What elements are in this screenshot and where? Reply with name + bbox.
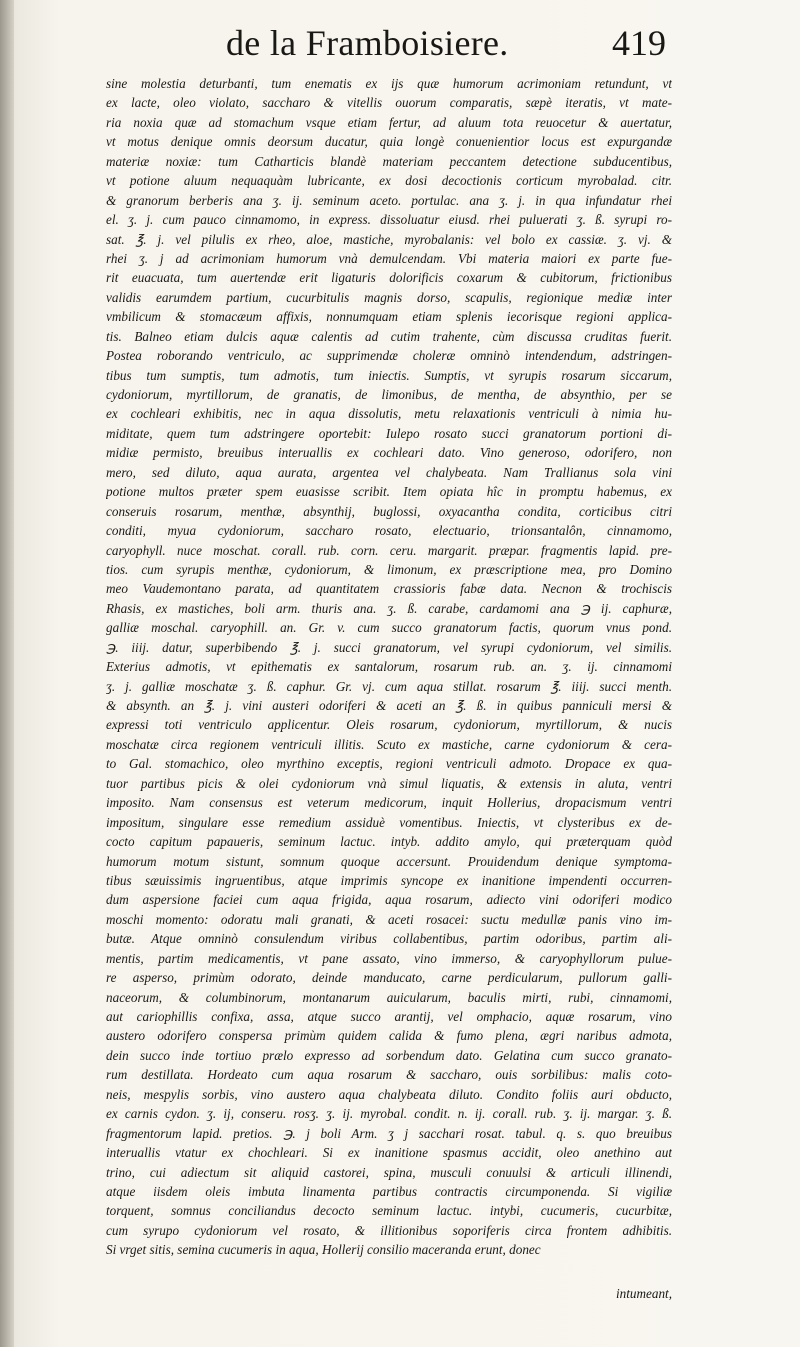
text-line: tios. cum syrupis menthæ, cydoniorum, & limonum, ex præscriptione mea, pro Domino (106, 561, 672, 577)
text-line: ex lacte, oleo violato, saccharo & vitellis ouorum comparatis, sæpè iteratis, vt mate- (106, 95, 672, 111)
text-line: cydoniorum, myrtillorum, de granatis, de limonibus, de mentha, de absynthio, per se (106, 387, 672, 402)
text-line: tuor partibus picis & olei cydoniorum vnà simul liquatis, & extensis in aluta, ventri (106, 775, 672, 791)
text-line: ℈. iiij. datur, superbibendo ℥. j. succi granatorum, vel syrupi cydoniorum, vel similis. (106, 639, 672, 655)
text-line: imposito. Nam consensus est veterum medicorum, inquit Hollerius, dropacismum ventri (106, 795, 672, 811)
text-line: atque iisdem oleis imbuta linamenta partibus contractis circumponenda. Si vigiliæ (106, 1183, 672, 1199)
text-line: humorum motum sistunt, somnum quoque accersunt. Prouidendum denique symptoma- (106, 853, 672, 869)
text-line: validis earumdem partium, cucurbitulis magnis dorso, scapulis, regionique mediæ inter (106, 289, 672, 305)
text-line: tibus sæuissimis ingruentibus, atque imprimis syncope ex inanitione impendenti occurren- (106, 872, 672, 888)
text-line: ex carnis cydon. ʒ. ij, conseru. rosʒ. ʒ. ij. myrobal. condit. n. ij. corall. rub. ʒ. ij. margar. ʒ. ß. (106, 1106, 672, 1122)
text-line: impositum, singulare esse remedium assiduè vomentibus. Iniectis, vt clysteribus ex de- (106, 814, 672, 830)
text-line: miditate, quem tum adstringere oportebit: Iulepo rosato succi granatorum portioni di- (106, 425, 672, 441)
text-line: torquent, somnus conciliandus decocto seminum lactuc. intybi, cucumeris, cucurbitæ, (106, 1203, 672, 1219)
text-line: austero odorifero conspersa primùm quidem calida & fumo plena, ægri naribus admota, (106, 1028, 672, 1044)
text-line: fragmentorum lapid. pretios. ℈. j boli Arm. ʒ j sacchari rosat. tabul. q. s. quo breuibus (106, 1125, 672, 1141)
text-line: el. ʒ. j. cum pauco cinnamomo, in express. dissoluatur eiusd. rhei puluerati ʒ. ß. syrupi ro- (106, 212, 672, 228)
text-line: caryophyll. nuce moschat. corall. rub. corn. ceru. margarit. præpar. fragmentis lapid. pre- (106, 542, 672, 558)
text-line: Exterius admotis, vt epithematis ex santalorum, rosarum rub. an. ʒ. ij. cinnamomi (106, 659, 672, 675)
text-line: neis, mespylis sorbis, vino austero aqua chalybeata diluto. Condito foliis auri obducto, (106, 1086, 672, 1102)
text-line: naceorum, & columbinorum, montanarum auicularum, baculis mirti, rubi, cinnamomi, (106, 989, 672, 1005)
page-number: 419 (612, 23, 666, 63)
text-line: tis. Balneo etiam dulcis aquæ calentis ad cutim trahente, cùm discussa cruditas fuerit. (106, 328, 672, 344)
text-line: butæ. Atque omninò consulendum viribus collabentibus, partim odoribus, partim ali- (106, 931, 672, 947)
text-line: rum destillata. Hordeato cum aqua rosarum & saccharo, ouis sorbilibus: malis coto- (106, 1067, 672, 1083)
text-line: materiæ noxiæ: tum Catharticis blandè materiam peccantem detectione subducentibus, (106, 153, 672, 169)
text-line: dum aspersione faciei cum aqua frigida, aqua rosarum, adiecto vini odoriferi modico (106, 892, 672, 908)
text-line: vt motus denique omnis deorsum ducatur, quia longè conuenientior locus est expurgandæ (106, 134, 672, 150)
text-line: moschatæ circa regionem ventriculi illitis. Scuto ex mastiche, carne cydoniorum & cera- (106, 736, 672, 752)
text-line: sat. ℥. j. vel pilulis ex rheo, aloe, mastiche, myrobalanis: vel bolo ex cassiæ. ʒ. vj. & (106, 231, 672, 247)
text-line: Rhasis, ex mastiches, boli arm. thuris ana. ʒ. ß. carabe, cardamomi ana ℈ ij. caphuræ, (106, 600, 672, 616)
text-line: moschi momento: odoratu mali granati, & aceti rosacei: suctu medullæ panis vino im- (106, 911, 672, 927)
text-line: & absynth. an ℥. j. vini austeri odoriferi & aceti an ℥. ß. in quibus panniculi mersi & (106, 698, 672, 713)
text-line: & granorum berberis ana ʒ. ij. seminum aceto. portulac. ana ʒ. j. in qua infundatur rhei (106, 192, 672, 208)
text-line: galliæ moschal. caryophill. an. Gr. v. cum succo granatorum factis, quorum vnus pond. (106, 620, 672, 636)
text-line: ʒ. j. galliæ moschatæ ʒ. ß. caphur. Gr. vj. cum aqua stillat. rosarum ℥. iiij. succi menth. (106, 678, 672, 694)
page-header (226, 22, 666, 72)
text-line: sine molestia deturbanti, tum enematis ex ijs quæ humorum acrimoniam retundunt, vt (106, 76, 672, 91)
text-line: conseruis rosarum, menthæ, absynthij, buglossi, oxyacantha condita, corticibus citri (106, 503, 672, 519)
text-line: re asperso, primùm odorato, deinde manducato, carne perdicularum, pullorum galli- (106, 970, 672, 986)
catchword: intumeant, (615, 1286, 672, 1301)
text-line: mentis, partim medicamentis, vt pane assato, vino immerso, & caryophyllorum pulue- (106, 950, 672, 966)
text-line: vmbilicum & stomacæum affixis, nonnumquam etiam splenis iecorisque regioni applica- (106, 309, 672, 325)
text-line: expressi toti ventriculo applicentur. Oleis rosarum, cydoniorum, myrtillorum, & nucis (106, 717, 672, 733)
page-gutter (0, 0, 14, 1347)
text-line: to Gal. stomachico, oleo myrthino exceptis, regioni ventriculi admoto. Dropace ex qua- (106, 756, 672, 772)
text-line: rhei ʒ. j ad acrimoniam humorum vnà demulcendam. Vbi materia maiori ex parte fue- (106, 250, 672, 266)
text-line: ria noxia quæ ad stomachum vsque etiam fertur, ad aluum tota reuocetur & auertatur, (106, 114, 672, 130)
text-line: rit euacuata, tum auertendæ erit ligaturis dolorificis coxarum & cubitorum, frictionibus (106, 270, 672, 286)
text-line: cocto capitum papaueris, seminum lactuc. intyb. addito amylo, qui præterquam quòd (106, 834, 672, 850)
text-line: aut cariophillis confixa, assa, atque succo arantij, vel omphacio, aquæ rosarum, vino (106, 1009, 672, 1024)
running-title: de la Framboisiere. (226, 23, 509, 63)
text-line: mero, sed diluto, aqua aurata, argentea vel chalybeata. Nam Trallianus sola vini (106, 464, 672, 480)
text-line: vt potione aluum nequaquàm lubricante, ex dosi decoctionis corticum myrobalad. citr. (106, 173, 672, 189)
text-line: potione multos præter spem euasisse scribit. Item opiata hîc in promptu habemus, ex (106, 484, 672, 500)
text-line: ex cochleari exhibitis, nec in aqua dissolutis, metu relaxationis ventriculi à nimia hu- (106, 406, 672, 422)
text-line: Postea roborando ventriculo, ac supprimendæ choleræ omninò intendendum, adstringen- (106, 348, 672, 364)
text-line: meo Vaudemontano parata, ad quantitatem crassioris fabæ data. Necnon & trochiscis (106, 581, 672, 597)
text-line: dein succo inde tortiuo prælo expresso ad sorbendum dato. Gelatina cum succo granato- (106, 1047, 672, 1063)
text-line: conditi, myua cydoniorum, saccharo rosato, electuario, trionsantalôn, cinnamomo, (106, 523, 672, 539)
text-line: tibus tum sumptis, tum admotis, tum iniectis. Sumptis, vt syrupis rosarum siccarum, (106, 367, 672, 383)
text-line: cum syrupo cydoniorum vel rosato, & illitionibus soporiferis circa frontem adhibitis. (106, 1222, 672, 1238)
text-line: Si vrget sitis, semina cucumeris in aqua, Hollerij consilio maceranda erunt, donec (106, 1242, 541, 1258)
text-line: interuallis vtatur ex chochleari. Si ex inanitione spasmus accidit, oleo anethino aut (106, 1145, 672, 1161)
body-text (106, 74, 672, 1260)
text-line: trino, cui adiectum sit aliquid castorei, spina, musculi conuulsi & articuli illinendi, (106, 1164, 672, 1180)
text-line: midiæ permisto, breuibus interuallis ex cochleari dato. Vino generoso, odorifero, non (106, 445, 672, 461)
